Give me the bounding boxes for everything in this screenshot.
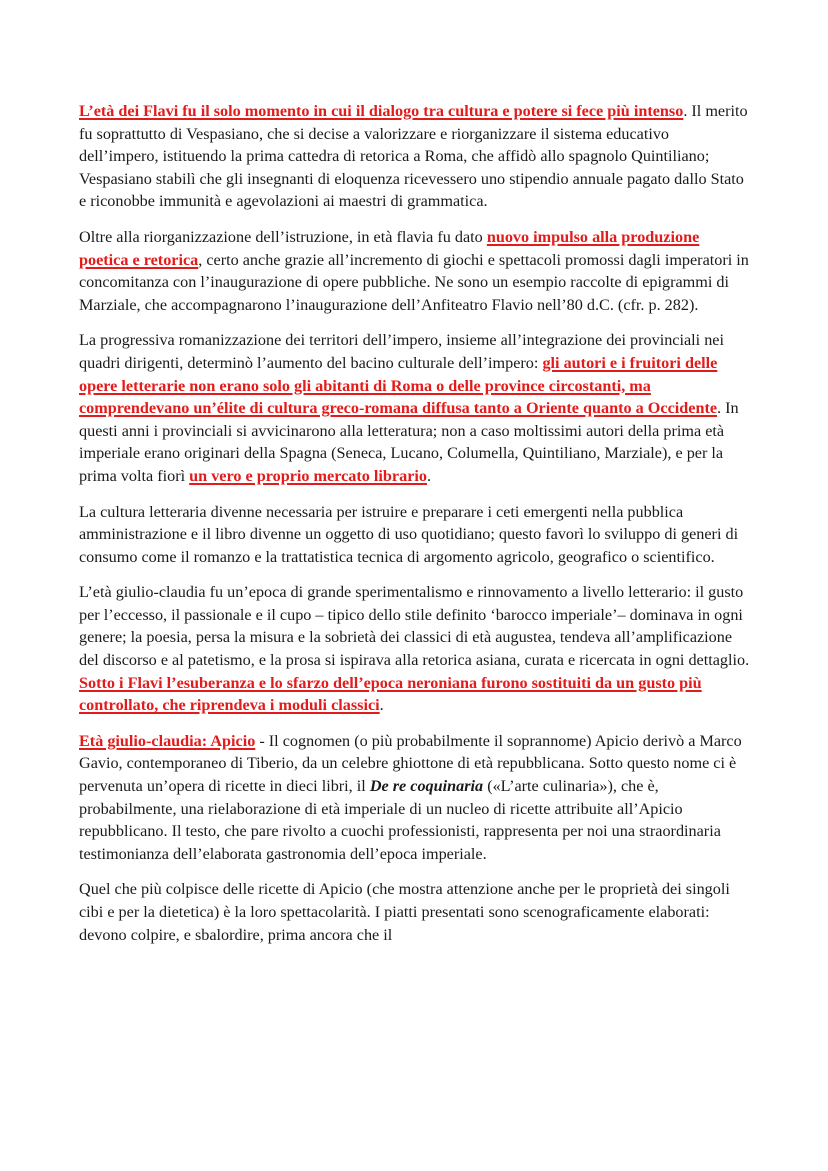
body-text: L’età giulio-claudia fu un’epoca di grande sperimentalismo e rinnovamento a livello letterario: il gusto per l’eccesso, il passionale e il cupo – tipico dello stile definito ‘barocco imperiale’– dominava in ogni genere; la poesia, persa la misura e la sobrietà dei classici di età augustea, tendeva all’amplificazione del discorso e al patetismo, e la prosa si ispirava alla retorica asiana, curata e ricercata in ogni dettaglio. xyxy=(79,583,750,670)
body-text: , certo anche grazie all’incremento di giochi e spettacoli promossi dagli imperatori in concomitanza con l’inaugurazione di opere pubbliche. Ne sono un esempio raccolte di epigrammi di Marziale, che accompagnarono l’inaugurazione dell’Anfiteatro Flavio nell’80 d.C. (cfr. p. 282). xyxy=(79,250,749,314)
paragraph-ricette xyxy=(79,878,751,946)
document-page xyxy=(79,100,751,959)
paragraph-romanizzazione xyxy=(79,329,751,487)
body-text: . xyxy=(379,696,384,715)
body-text: . In questi anni i provinciali si avvicinarono alla letteratura; non a caso moltissimi autori della prima età imperiale erano originari della Spagna (Seneca, Lucano, Columella, Quintiliano, Marziale), e per la prima volta fiorì xyxy=(79,399,739,485)
body-text: La cultura letteraria divenne necessaria per istruire e preparare i ceti emergenti nella pubblica amministrazione e il libro divenne un oggetto di uso quotidiano; questo favorì lo sviluppo di generi di consumo come il romanzo e la trattatistica tecnica di argomento agricolo, geografico o scientifico. xyxy=(79,502,739,566)
section-heading: Età giulio-claudia: Apicio xyxy=(79,731,256,750)
paragraph-apicio xyxy=(79,730,751,866)
paragraph-giulio-claudia xyxy=(79,581,751,717)
body-text: Quel che più colpisce delle ricette di Apicio (che mostra attenzione anche per le proprietà dei singoli cibi e per la dietetica) è la loro spettacolarità. I piatti presentati sono scenograficamente elaborati: devono colpire, e sbalordire, prima ancora che il xyxy=(79,880,730,944)
body-text: . xyxy=(426,466,432,485)
highlight-text: gli autori e i fruitori delle opere letterarie non erano solo gli abitanti di Roma o delle province circostanti, ma comprendevano un’élite di cultura greco-romana diffusa tanto a Oriente quanto a Occidente xyxy=(79,353,718,418)
work-title: De re coquinaria xyxy=(369,777,484,796)
highlight-text: un vero e proprio mercato librario xyxy=(189,466,427,485)
paragraph-riorganizzazione xyxy=(79,226,751,316)
body-text: Oltre alla riorganizzazione dell’istruzione, in età flavia fu dato xyxy=(79,227,487,246)
paragraph-flavi-intro xyxy=(79,100,751,213)
paragraph-cultura-letteraria xyxy=(79,501,751,569)
highlight-text: Sotto i Flavi l’esuberanza e lo sfarzo dell’epoca neroniana furono sostituiti da un gusto più controllato, che riprendeva i moduli classici xyxy=(79,673,702,715)
body-text: . Il merito fu soprattutto di Vespasiano, che si decise a valorizzare e riorganizzare il sistema educativo dell’impero, istituendo la prima cattedra di retorica a Roma, che affidò allo spagnolo Quintiliano; Vespasiano stabilì che gli insegnanti di eloquenza ricevessero uno stipendio annuale pagato dallo Stato e riconobbe immunità e agevolazioni ai maestri di grammatica. xyxy=(79,102,748,211)
highlight-text: nuovo impulso alla produzione poetica e retorica xyxy=(79,227,700,269)
body-text: La progressiva romanizzazione dei territori dell’impero, insieme all’integrazione dei provinciali nei quadri dirigenti, determinò l’aumento del bacino culturale dell’impero: xyxy=(79,331,724,372)
body-text: - Il cognomen (o più probabilmente il soprannome) Apicio derivò a Marco Gavio, contemporaneo di Tiberio, da un celebre ghiottone di età repubblicana. Sotto questo nome ci è pervenuta un’opera di ricette in dieci libri, il xyxy=(79,731,742,796)
highlight-text: L’età dei Flavi fu il solo momento in cui il dialogo tra cultura e potere si fece più intenso xyxy=(79,102,684,120)
body-text: («L’arte culinaria»), che è, probabilmente, una rielaborazione di età imperiale di un nucleo di ricette attribuite all’Apicio repubblicano. Il testo, che pare rivolto a cuochi professionisti, rappresenta per noi una straordinaria testimonianza dell’elaborata gastronomia dell’epoca imperiale. xyxy=(79,777,721,863)
